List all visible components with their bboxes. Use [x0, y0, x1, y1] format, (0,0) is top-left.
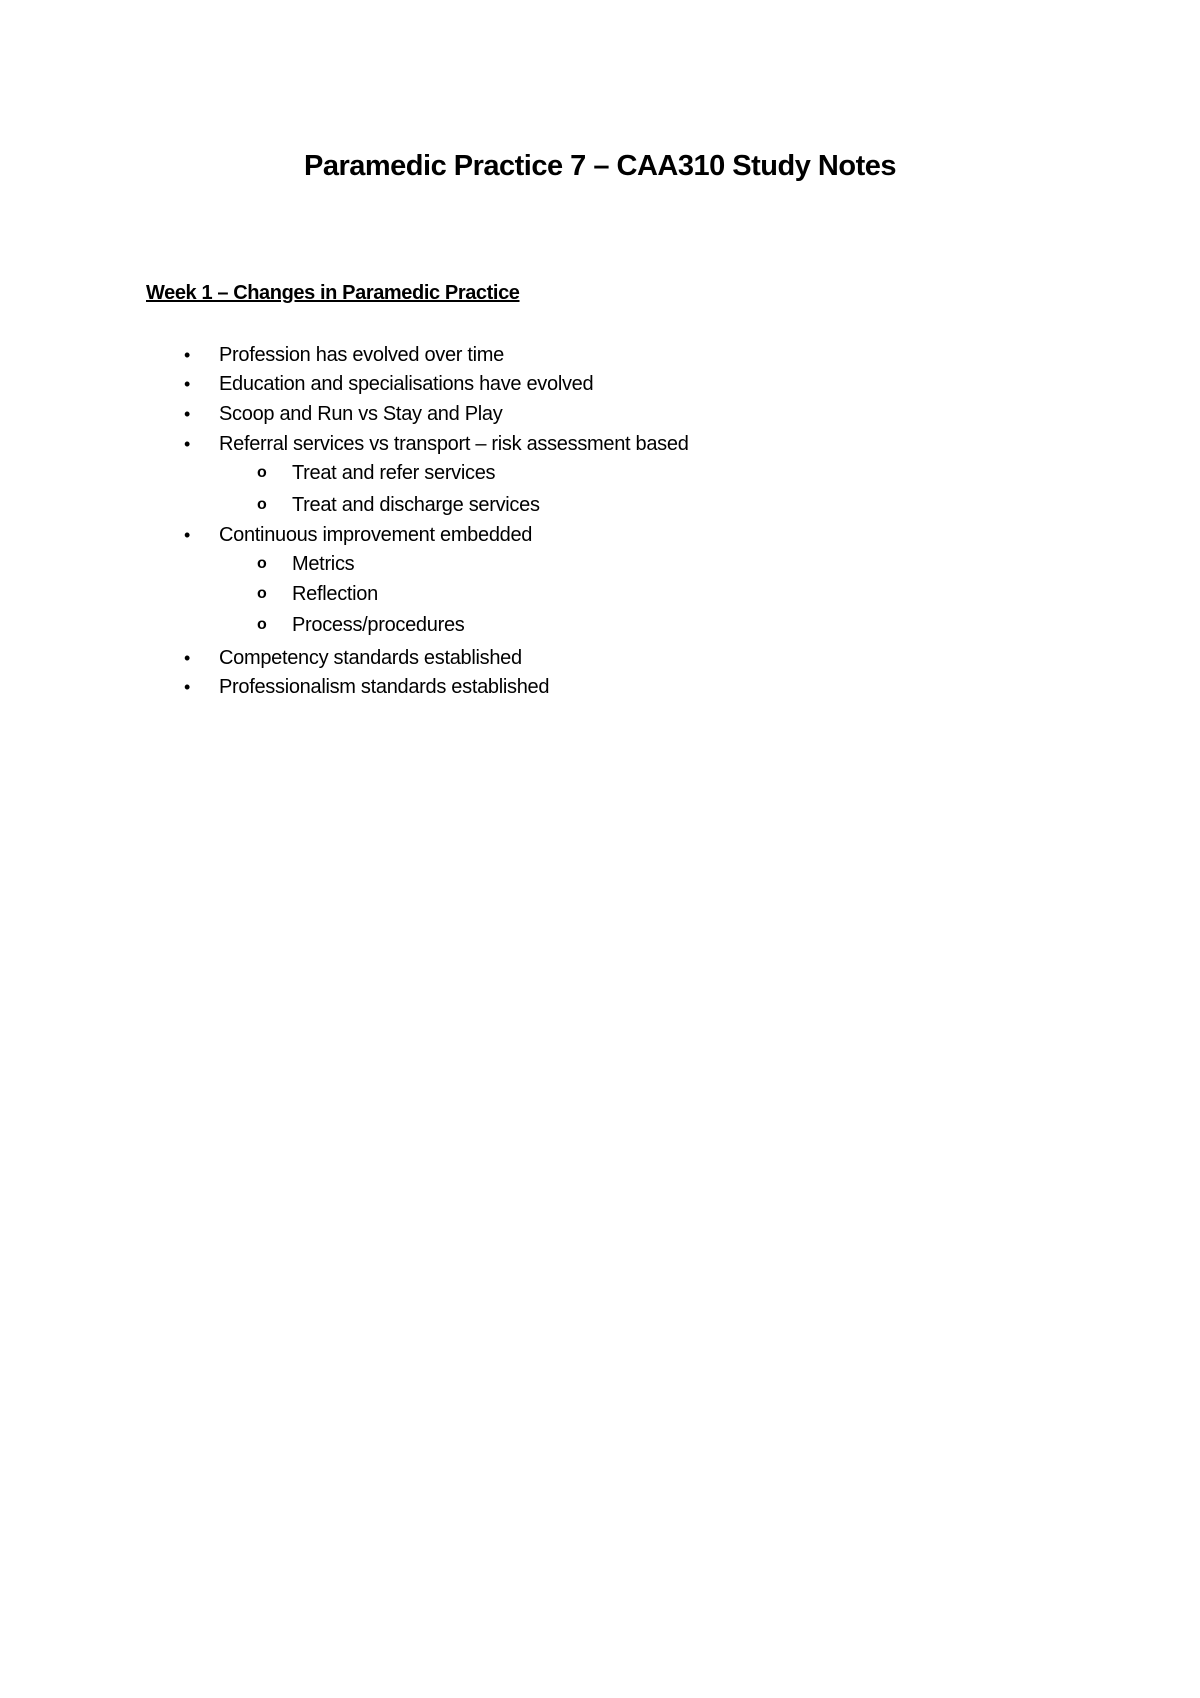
sub-bullet-icon: o	[257, 464, 267, 481]
bullet-icon: •	[184, 374, 191, 394]
list-item-text: Reflection	[292, 583, 378, 605]
sub-bullet-icon: o	[257, 555, 267, 572]
sub-bullet-icon: o	[257, 585, 267, 602]
sub-bullet-icon: o	[257, 496, 267, 513]
list-item-text: Referral services vs transport – risk assessment based	[219, 433, 689, 455]
bullet-icon: •	[184, 648, 191, 668]
list-item-text: Treat and discharge services	[292, 494, 540, 516]
list-item-text: Profession has evolved over time	[219, 344, 504, 366]
bullet-icon: •	[184, 525, 191, 545]
list-item-text: Process/procedures	[292, 614, 465, 636]
sub-bullet-icon: o	[257, 616, 267, 633]
section-heading: Week 1 – Changes in Paramedic Practice	[146, 282, 520, 304]
bullet-icon: •	[184, 345, 191, 365]
list-item-text: Competency standards established	[219, 647, 522, 669]
document-title: Paramedic Practice 7 – CAA310 Study Notes	[304, 150, 896, 182]
list-item-text: Professionalism standards established	[219, 676, 550, 698]
bullet-icon: •	[184, 404, 191, 424]
list-item-text: Scoop and Run vs Stay and Play	[219, 403, 503, 425]
list-item-text: Continuous improvement embedded	[219, 524, 533, 546]
list-item-text: Treat and refer services	[292, 462, 496, 484]
list-item-text: Education and specialisations have evolved	[219, 373, 594, 395]
list-item-text: Metrics	[292, 553, 355, 575]
bullet-icon: •	[184, 434, 191, 454]
bullet-icon: •	[184, 677, 191, 697]
